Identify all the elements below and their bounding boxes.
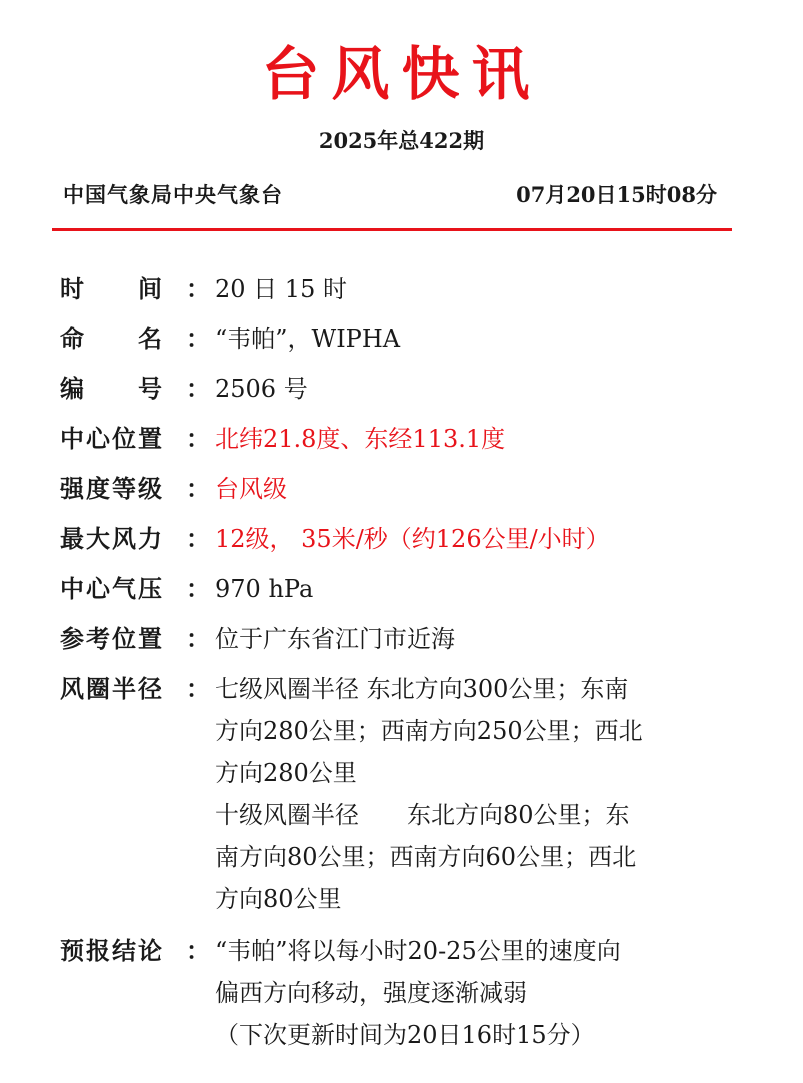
forecast-line: 偏西方向移动，强度逐渐减弱	[215, 979, 527, 1007]
field-number-colon: ：	[186, 375, 210, 403]
field-wind-radius-value	[215, 668, 715, 920]
field-number-label: 编 号	[60, 375, 164, 403]
field-time-value: 20 日 15 时	[215, 275, 347, 303]
field-max-wind-value: 12级， 35米/秒（约126公里/小时）	[215, 525, 610, 553]
field-name-label: 命 名	[60, 325, 164, 353]
wind-radius-line: 十级风圈半径 东北方向80公里；东	[215, 801, 630, 829]
field-name-colon: ：	[186, 325, 210, 353]
field-forecast-value	[215, 930, 715, 1056]
field-center-colon: ：	[186, 425, 210, 453]
field-forecast-colon: ：	[186, 937, 210, 965]
forecast-line: （下次更新时间为20日16时15分）	[215, 1021, 595, 1049]
field-pressure-value: 970 hPa	[215, 575, 314, 603]
bulletin-title: 台风快讯	[261, 40, 542, 108]
field-time-colon: ：	[186, 275, 210, 303]
field-intensity-colon: ：	[186, 475, 210, 503]
header-divider	[52, 228, 732, 231]
field-max-wind-label: 最大风力	[60, 525, 164, 553]
forecast-line: “韦帕”将以每小时20-25公里的速度向	[215, 937, 621, 965]
field-wind-radius-label: 风圈半径	[60, 675, 164, 703]
field-time-label: 时 间	[60, 275, 164, 303]
field-intensity-value: 台风级	[215, 475, 287, 503]
field-number-value: 2506 号	[215, 375, 308, 403]
field-reference-colon: ：	[186, 625, 210, 653]
issued-time: 07月20日15时08分	[516, 182, 717, 207]
field-pressure-colon: ：	[186, 575, 210, 603]
issue-number: 2025年总422期	[318, 128, 485, 153]
field-center-label: 中心位置	[60, 425, 164, 453]
issuing-agency: 中国气象局中央气象台	[63, 182, 283, 207]
field-reference-label: 参考位置	[60, 625, 164, 653]
wind-radius-line: 南方向80公里；西南方向60公里；西北	[215, 843, 637, 871]
field-intensity-label: 强度等级	[60, 475, 164, 503]
field-max-wind-colon: ：	[186, 525, 210, 553]
wind-radius-line: 七级风圈半径 东北方向300公里；东南	[215, 675, 629, 703]
field-center-value: 北纬21.8度、东经113.1度	[215, 425, 506, 453]
field-wind-radius-colon: ：	[186, 675, 210, 703]
field-pressure-label: 中心气压	[60, 575, 164, 603]
field-name-value: “韦帕”，WIPHA	[215, 325, 401, 353]
field-reference-value: 位于广东省江门市近海	[215, 625, 455, 653]
wind-radius-line: 方向80公里	[215, 885, 342, 913]
wind-radius-line: 方向280公里	[215, 759, 357, 787]
wind-radius-line: 方向280公里；西南方向250公里；西北	[215, 717, 643, 745]
field-forecast-label: 预报结论	[60, 937, 164, 965]
